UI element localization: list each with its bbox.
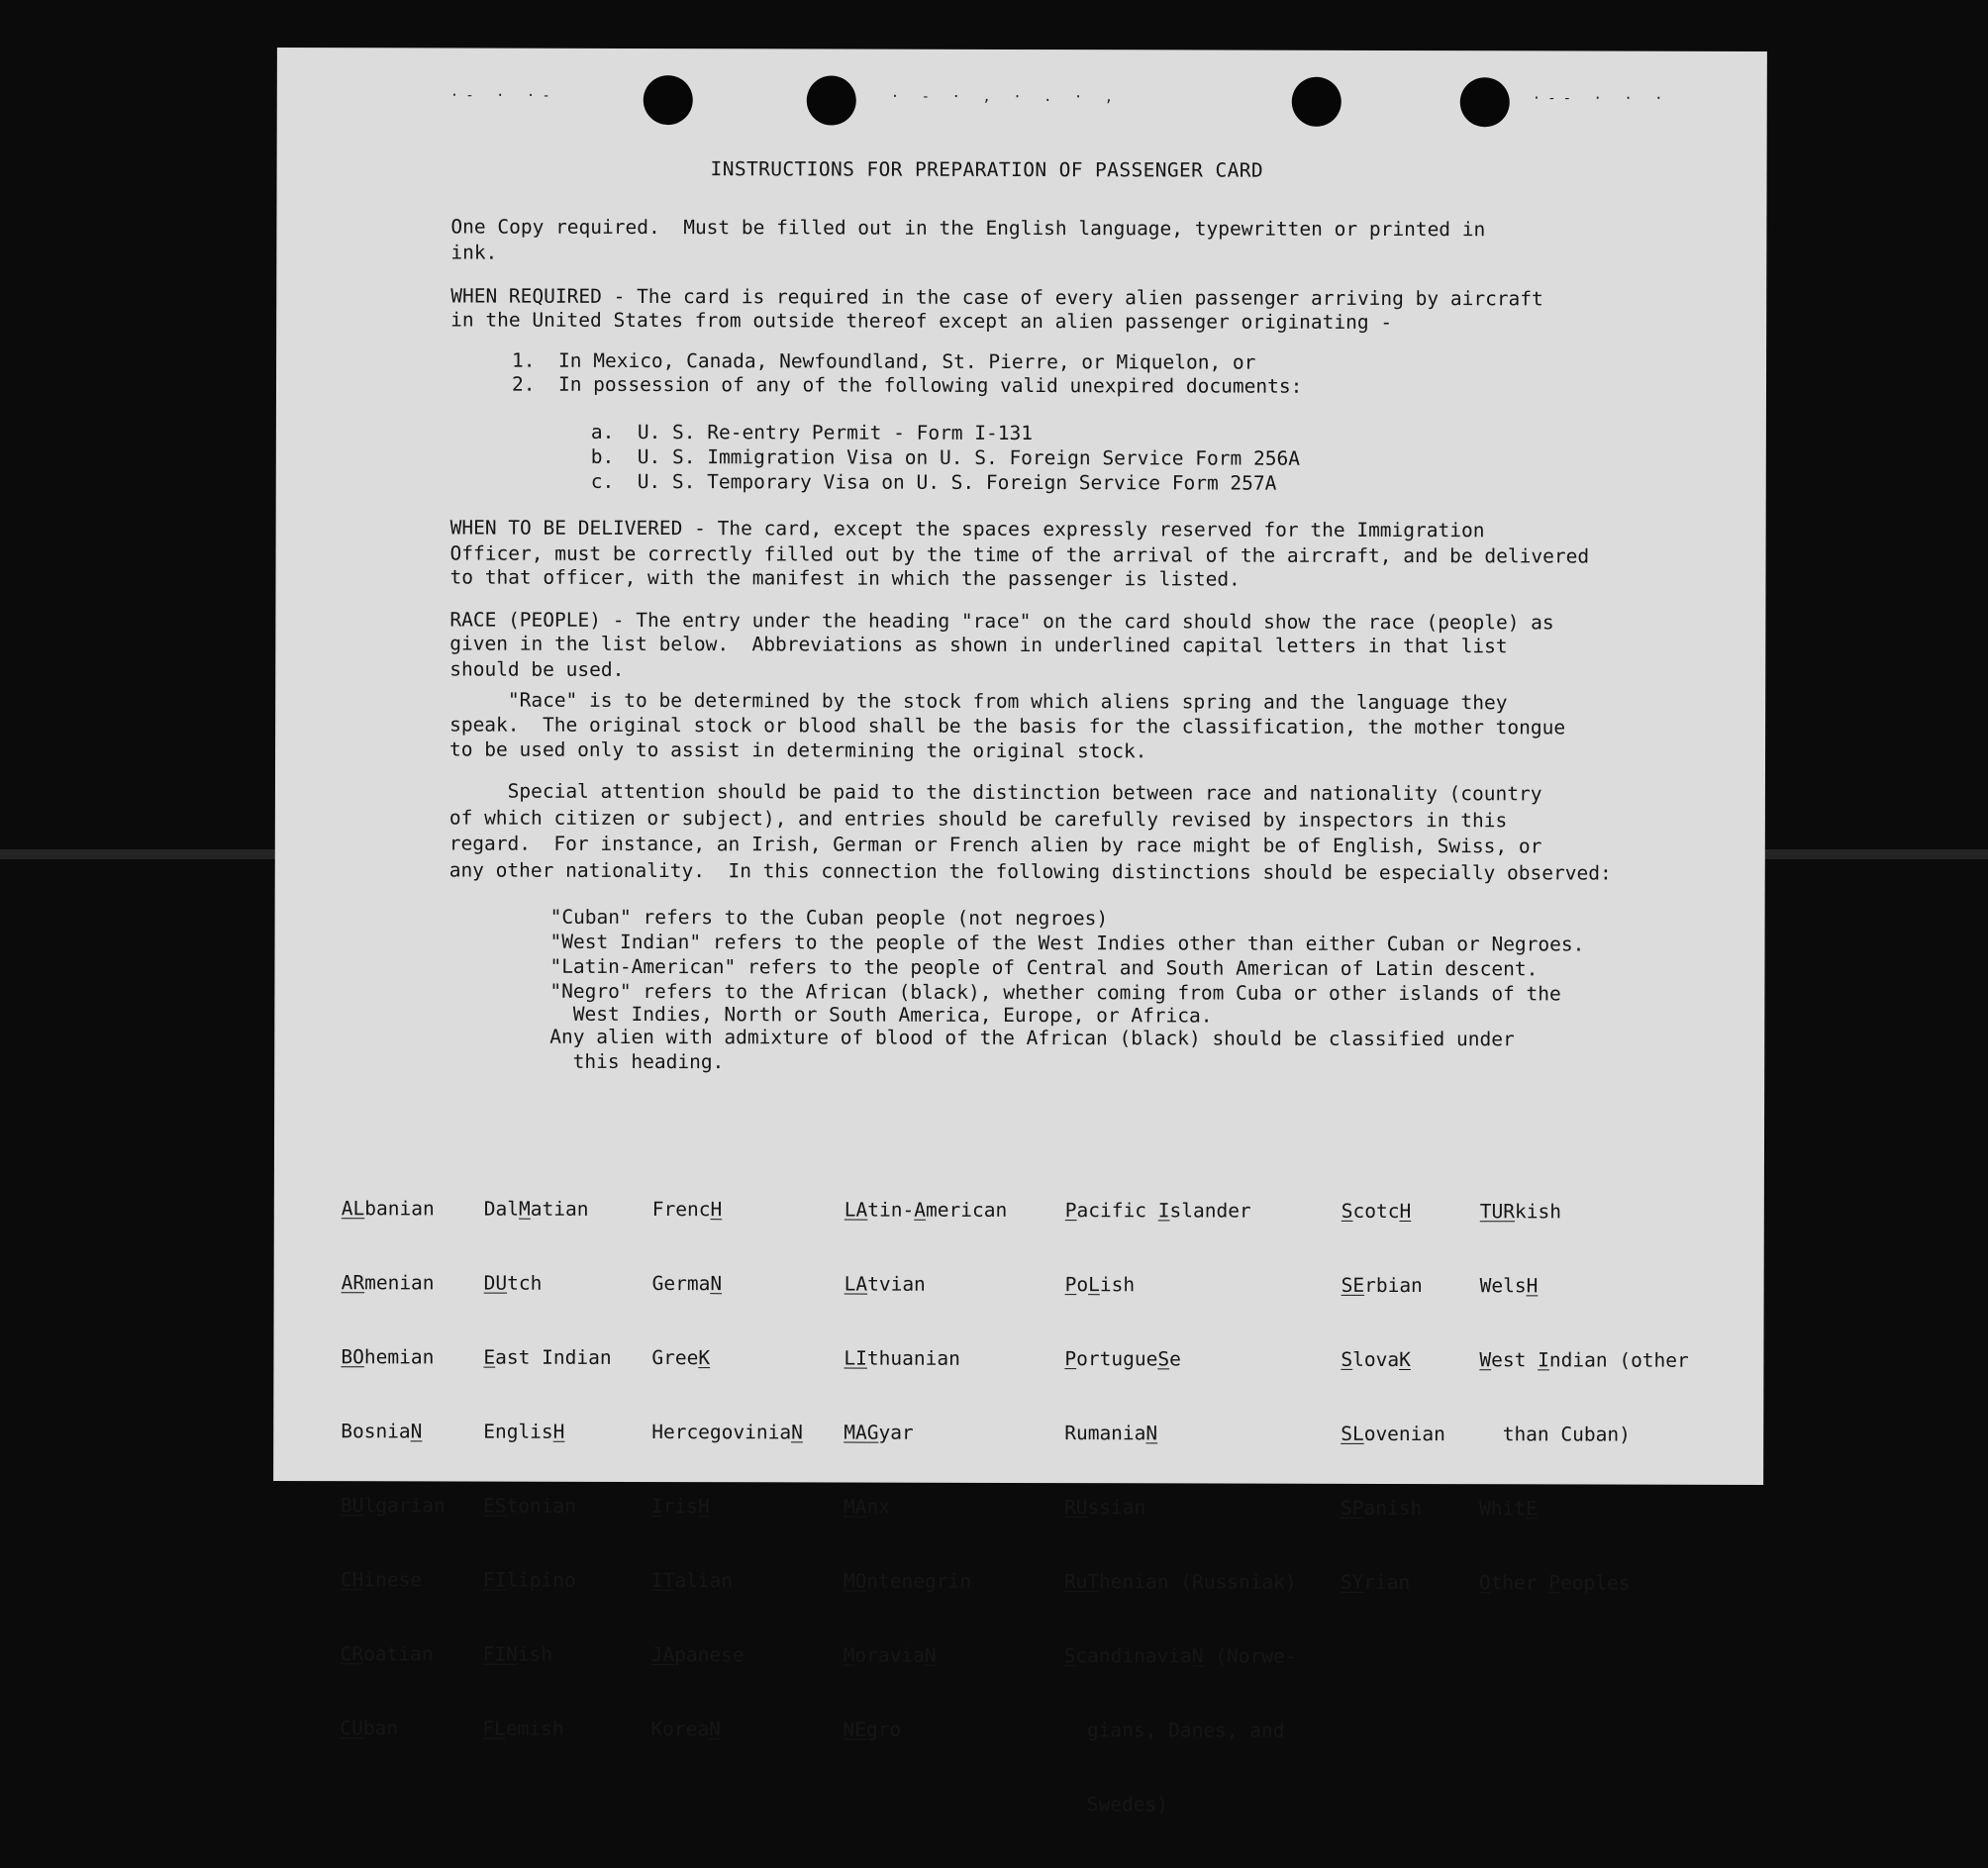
race-entry: CHinese [340, 1568, 423, 1592]
race-entry: DUtch [483, 1271, 543, 1295]
special-attention-line: any other nationality. In this connection the following distinctions should be especially observed: [448, 858, 1612, 885]
race-entry: West Indian (other [1479, 1348, 1689, 1372]
when-delivered-line: Officer, must be correctly filled out by the time of the arrival of the aircraft, and be delivered [449, 541, 1590, 568]
race-entry: FIlipino [482, 1568, 576, 1592]
race-entry: CRoatian [340, 1642, 434, 1666]
when-delivered-line: to that officer, with the manifest in which the passenger is listed. [449, 565, 1241, 591]
race-entry: GreeK [651, 1346, 711, 1370]
smudge-marks: ·- · ·- [449, 87, 557, 104]
race-entry: RUssian [1064, 1496, 1146, 1520]
race-entry: MAGyar [844, 1421, 914, 1444]
race-entry: WelsH [1479, 1274, 1539, 1298]
distinction-note: this heading. [549, 1049, 725, 1074]
race-entry: NEgro [843, 1718, 902, 1741]
race-entry: LIthuanian [844, 1346, 960, 1370]
race-list-column [482, 1147, 612, 1791]
race-entry: RuThenian (Russniak) [1063, 1570, 1297, 1594]
race-line: RACE (PEOPLE) - The entry under the heading "race" on the card should show the race (people) as [449, 608, 1554, 635]
when-required-line: in the United States from outside thereof except an alien passenger originating - [450, 308, 1393, 334]
race-list [340, 1146, 1728, 1817]
distinction-note: "Latin-American" refers to the people of Central and South American of Latin descent. [549, 954, 1539, 981]
race-list-column [340, 1146, 446, 1790]
lettered-item: b. U. S. Immigration Visa on U. S. Foreign Service Form 256A [590, 444, 1300, 470]
intro-line: One Copy required. Must be filled out in the English language, typewritten or printed in [450, 215, 1486, 242]
race-entry: FLemish [482, 1717, 564, 1740]
lettered-item: c. U. S. Temporary Visa on U. S. Foreign Service Form 257A [590, 469, 1277, 495]
distinction-note: "Negro" refers to the African (black), whether coming from Cuba or other islands of the [549, 979, 1561, 1006]
race-entry: Swedes) [1063, 1793, 1168, 1817]
race-entry: BosniaN [341, 1420, 423, 1443]
race-entry: BUlgarian [341, 1494, 446, 1518]
race-entry: TURkish [1479, 1200, 1562, 1224]
special-attention-line: regard. For instance, an Irish, German or French alien by race might be of English, Swiss, or [448, 832, 1542, 858]
race-line: given in the list below. Abbreviations as shown in underlined capital letters in that list [449, 632, 1508, 658]
race-entry: MOntenegrin [843, 1569, 972, 1593]
race-definition-line: speak. The original stock or blood shall be the basis for the classification, the mother tongue [449, 713, 1566, 739]
race-entry: MAnx [844, 1495, 891, 1519]
when-required-line: WHEN REQUIRED - The card is required in the case of every alien passenger arriving by aircraft [450, 284, 1543, 311]
lettered-item: a. U. S. Re-entry Permit - Form I-131 [590, 420, 1034, 445]
race-list-column [1341, 1149, 1446, 1644]
race-entry: gians, Danes, and [1063, 1719, 1285, 1742]
distinction-note: West Indies, North or South America, Europe, or Africa. [549, 1002, 1213, 1028]
special-attention-line: of which citizen or subject), and entries should be carefully revised by inspectors in this [448, 806, 1508, 833]
race-entry: BOhemian [341, 1345, 435, 1369]
race-list-column [1479, 1149, 1690, 1645]
race-line: should be used. [449, 657, 625, 681]
race-entry: EnglisH [483, 1420, 565, 1443]
numbered-item: 2. In possession of any of the following valid unexpired documents: [511, 372, 1303, 398]
race-entry: DalMatian [483, 1197, 589, 1221]
race-entry: KoreaN [650, 1718, 721, 1741]
race-entry: LAtvian [844, 1272, 926, 1296]
race-entry: ScandinaviaN (Norwe- [1063, 1644, 1297, 1668]
race-entry: SYrian [1340, 1570, 1411, 1595]
race-entry: SErbian [1341, 1273, 1423, 1298]
race-entry: PortugueSe [1064, 1347, 1181, 1371]
race-entry: MoraviaN [843, 1643, 937, 1667]
when-delivered-line: WHEN TO BE DELIVERED - The card, except the spaces expressly reserved for the Immigration [449, 516, 1485, 542]
smudge-marks: ·-- · · · [1532, 90, 1670, 107]
race-list-column [1063, 1148, 1298, 1867]
race-entry: ARmenian [341, 1271, 435, 1295]
race-entry: FrencH [651, 1198, 723, 1222]
race-entry: SPanish [1341, 1496, 1423, 1521]
smudge-marks: · - · , · . · , [890, 88, 1121, 106]
race-entry: ITalian [650, 1569, 734, 1593]
numbered-item: 1. In Mexico, Canada, Newfoundland, St. Pierre, or Miquelon, or [512, 348, 1256, 374]
race-entry: ALbanian [341, 1197, 435, 1221]
punch-hole [807, 75, 856, 125]
punch-hole [644, 75, 693, 125]
race-entry: IrisH [651, 1495, 710, 1519]
document-page [273, 48, 1767, 1817]
race-entry: East Indian [483, 1345, 612, 1369]
race-list-column [843, 1148, 1007, 1792]
distinction-note: "West Indian" refers to the people of the West Indies other than either Cuban or Negroes. [549, 930, 1585, 956]
race-entry: GermaN [651, 1272, 723, 1296]
race-entry: Pacific Islander [1064, 1199, 1251, 1223]
race-entry: CUban [340, 1717, 399, 1740]
race-entry: ScotcH [1341, 1199, 1412, 1224]
race-entry: FINish [482, 1642, 553, 1666]
intro-line: ink. [450, 241, 498, 264]
race-entry: HercegoviniaN [651, 1421, 803, 1444]
race-entry: WhitE [1479, 1497, 1538, 1521]
race-entry: EStonian [483, 1494, 577, 1518]
distinction-note: Any alien with admixture of blood of the African (black) should be classified under [549, 1025, 1515, 1051]
race-definition-line: to be used only to assist in determining the original stock. [449, 737, 1147, 763]
race-entry: than Cuban) [1479, 1423, 1631, 1446]
race-entry: LAtin-American [844, 1198, 1008, 1222]
race-entry: JApanese [650, 1643, 745, 1667]
race-entry: PoLish [1064, 1273, 1136, 1297]
distinction-note: "Cuban" refers to the Cuban people (not negroes) [549, 905, 1109, 931]
page-title: INSTRUCTIONS FOR PREPARATION OF PASSENGER CARD [710, 157, 1264, 182]
punch-hole [1460, 77, 1510, 127]
race-entry: RumaniaN [1064, 1422, 1158, 1445]
race-entry: SlovaK [1341, 1347, 1411, 1372]
race-list-column [650, 1147, 803, 1791]
special-attention-line: Special attention should be paid to the distinction between race and nationality (country [448, 779, 1542, 806]
race-entry: SLovenian [1341, 1422, 1445, 1446]
punch-hole [1292, 77, 1342, 127]
race-definition-line: "Race" is to be determined by the stock from which aliens spring and the language they [449, 688, 1508, 715]
race-entry: Other Peoples [1478, 1571, 1631, 1595]
